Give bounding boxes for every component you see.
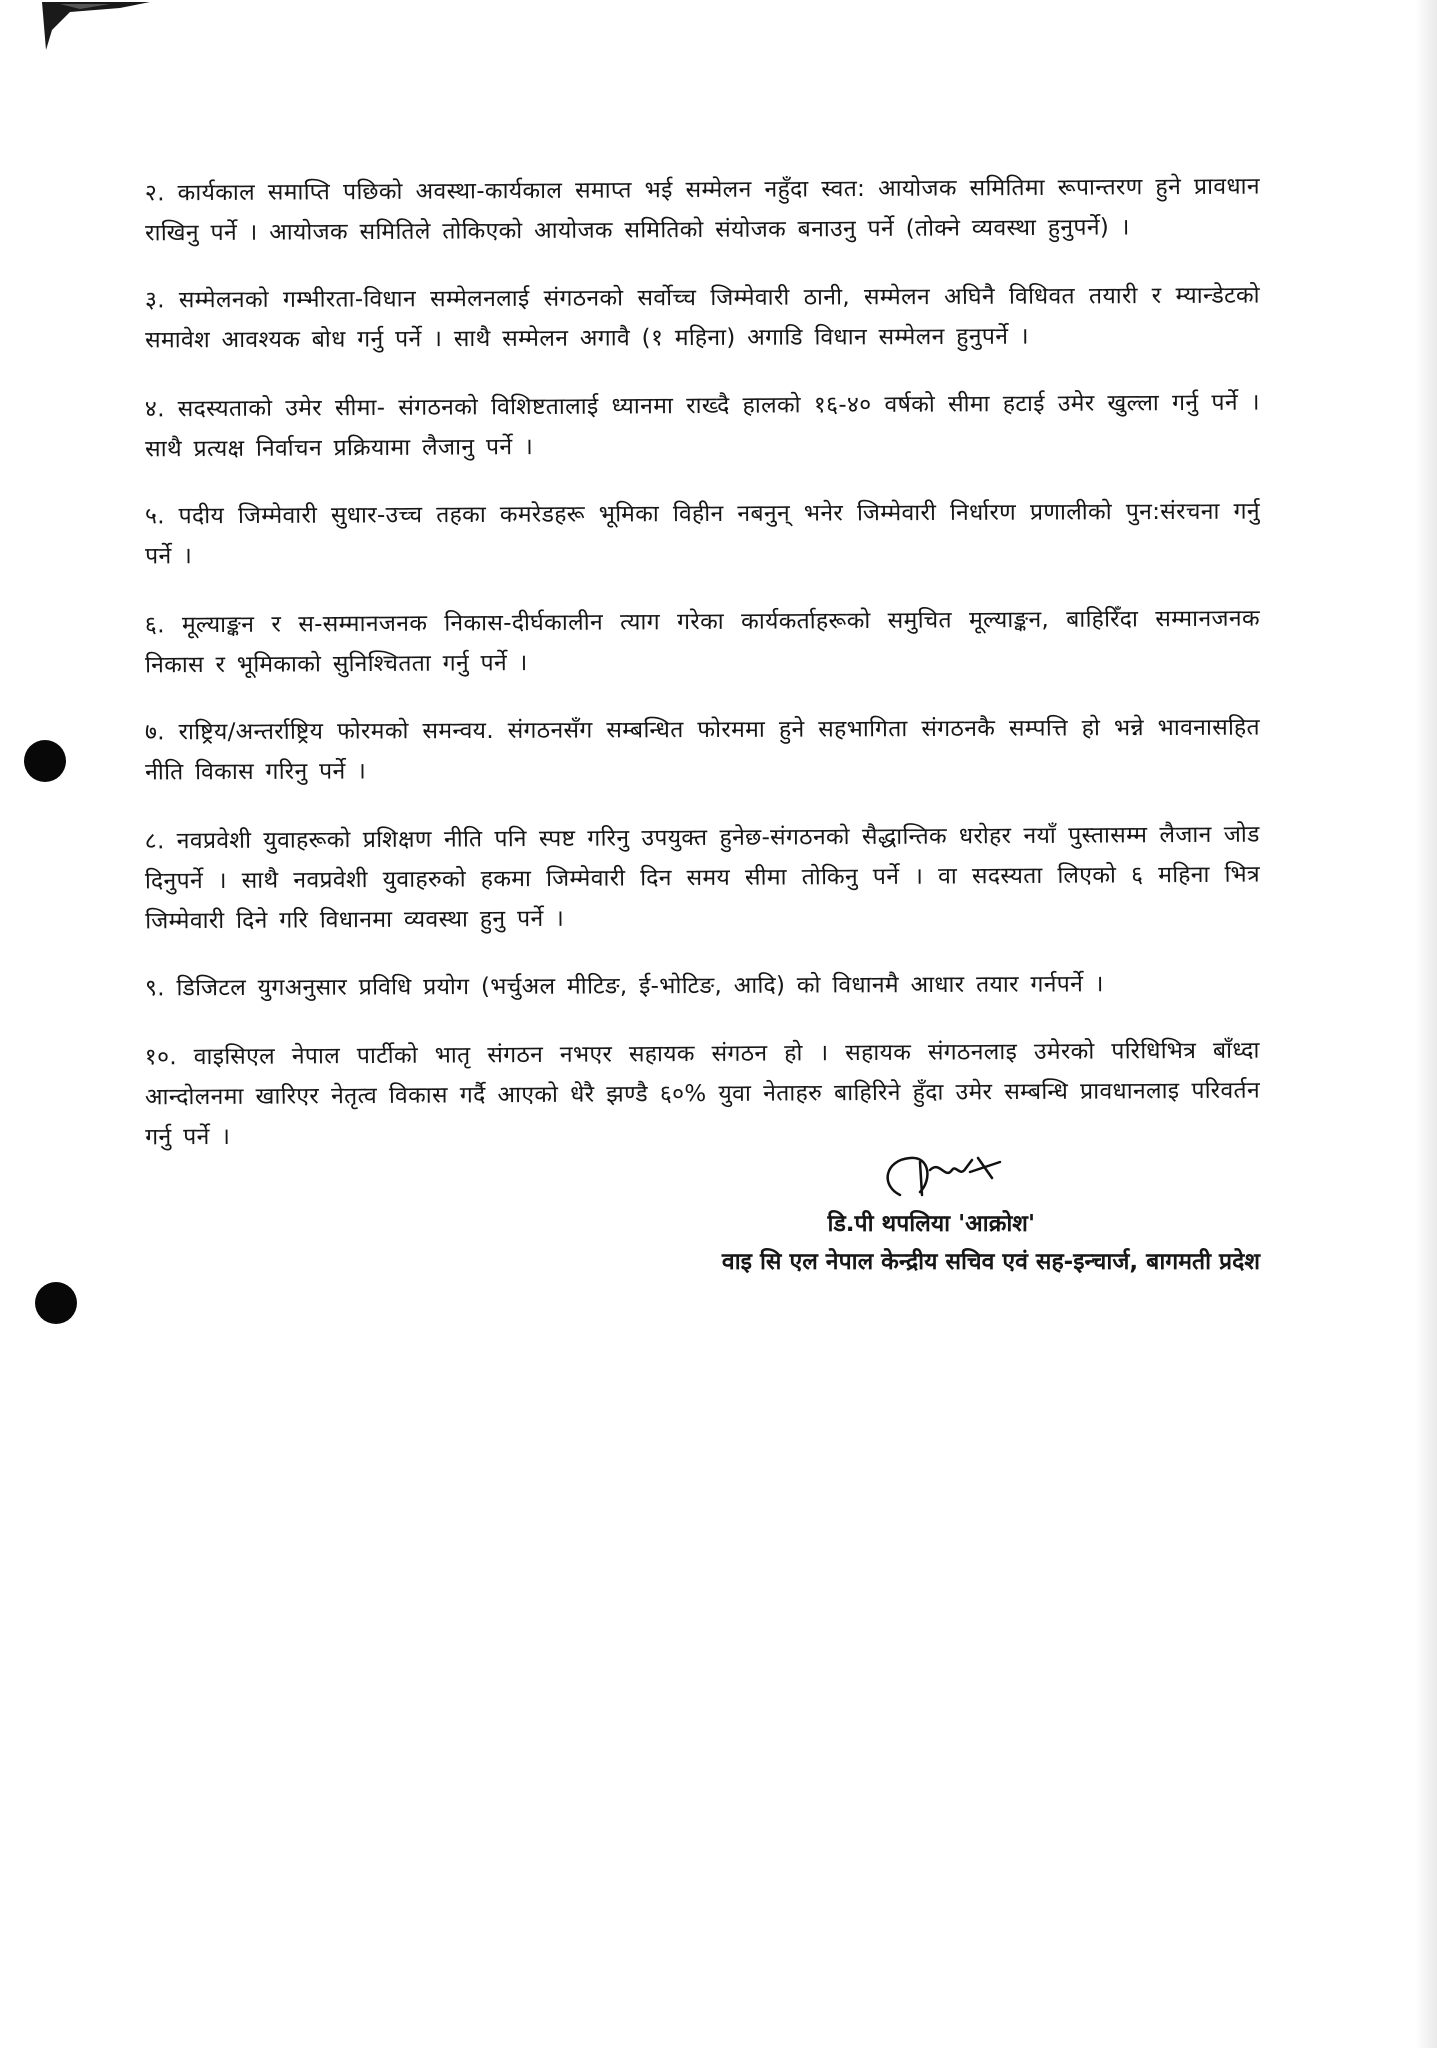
clause-10: १०. वाइसिएल नेपाल पार्टीको भातृ संगठन नभएर सहायक संगठन हो । सहायक संगठनलाइ उमेरको परिधिभित्र बाँध्दा आन्दोलनमा खारिएर नेतृत्व विकास गर्दै आएको धेरै झण्डै ६०% युवा नेताहरु बाहिरिने हुँदा उमेर सम्बन्धि प्रावधानलाइ परिवर्तन गर्नु पर्ने । xyxy=(144,1037,1261,1151)
signature-block xyxy=(560,1140,1260,1280)
document-body xyxy=(145,170,1260,1182)
page-edge-shadow xyxy=(1415,0,1437,2048)
clause-2: २. कार्यकाल समाप्ति पछिको अवस्था-कार्यकाल समाप्त भई सम्मेलन नहुँदा स्वत: आयोजक समितिमा रूपान्तरण हुने प्रावधान राखिनु पर्ने । आयोजक समितिले तोकिएको आयोजक समितिको संयोजक बनाउनु पर्ने (तोक्ने व्यवस्था हुनुपर्ने) । xyxy=(144,173,1260,247)
clause-7: ७. राष्ट्रिय/अन्तर्राष्ट्रिय फोरमको समन्वय. संगठनसँग सम्बन्धित फोरममा हुने सहभागिता संगठनकै सम्पत्ति हो भन्ने भावनासहित नीति विकास गरिनु पर्ने । xyxy=(144,714,1260,786)
handwritten-signature xyxy=(860,1140,1020,1210)
punch-hole-top xyxy=(24,740,66,782)
clause-9: ९. डिजिटल युगअनुसार प्रविधि प्रयोग (भर्चुअल मीटिङ, ई-भोटिङ, आदि) को विधानमै आधार तयार गर्नपर्ने । xyxy=(144,971,1104,1002)
signer-title: वाइ सि एल नेपाल केन्द्रीय सचिव एवं सह-इन्चार्ज, बागमती प्रदेश xyxy=(721,1249,1260,1275)
clause-5: ५. पदीय जिम्मेवारी सुधार-उच्च तहका कमरेडहरू भूमिका विहीन नबनुन् भनेर जिम्मेवारी निर्धारण प्रणालीको पुन:संरचना गर्नु पर्ने । xyxy=(144,498,1260,570)
clause-3: ३. सम्मेलनको गम्भीरता-विधान सम्मेलनलाई संगठनको सर्वोच्च जिम्मेवारी ठानी, सम्मेलन अघिनै विधिवत तयारी र म्यान्डेटको समावेश आवश्यक बोध गर्नु पर्ने । साथै सम्मेलन अगावै (१ महिना) अगाडि विधान सम्मेलन हुनुपर्ने । xyxy=(144,282,1260,354)
punch-hole-bottom xyxy=(35,1282,77,1324)
clause-4: ४. सदस्यताको उमेर सीमा- संगठनको विशिष्टतालाई ध्यानमा राख्दै हालको १६-४० वर्षको सीमा हटाई उमेर खुल्ला गर्नु पर्ने । साथै प्रत्यक्ष निर्वाचन प्रक्रियामा लैजानु पर्ने । xyxy=(144,389,1260,463)
scan-edge-mark xyxy=(40,0,160,60)
clause-8: ८. नवप्रवेशी युवाहरूको प्रशिक्षण नीति पनि स्पष्ट गरिनु उपयुक्त हुनेछ-संगठनको सैद्धान्तिक धरोहर नयाँ पुस्तासम्म लैजान जोड दिनुपर्ने । साथै नवप्रवेशी युवाहरुको हकमा जिम्मेवारी दिन समय सीमा तोकिनु पर्ने । वा सदस्यता लिएको ६ महिना भित्र जिम्मेवारी दिने गरि विधानमा व्यवस्था हुनु पर्ने । xyxy=(144,821,1261,935)
clause-6: ६. मूल्याङ्कन र स-सम्मानजनक निकास-दीर्घकालीन त्याग गरेका कार्यकर्ताहरूको समुचित मूल्याङ्कन, बाहिरिँदा सम्मानजनक निकास र भूमिकाको सुनिश्चितता गर्नु पर्ने । xyxy=(144,605,1260,679)
signer-name: डि.पी थपलिया 'आक्रोश' xyxy=(827,1211,1035,1237)
